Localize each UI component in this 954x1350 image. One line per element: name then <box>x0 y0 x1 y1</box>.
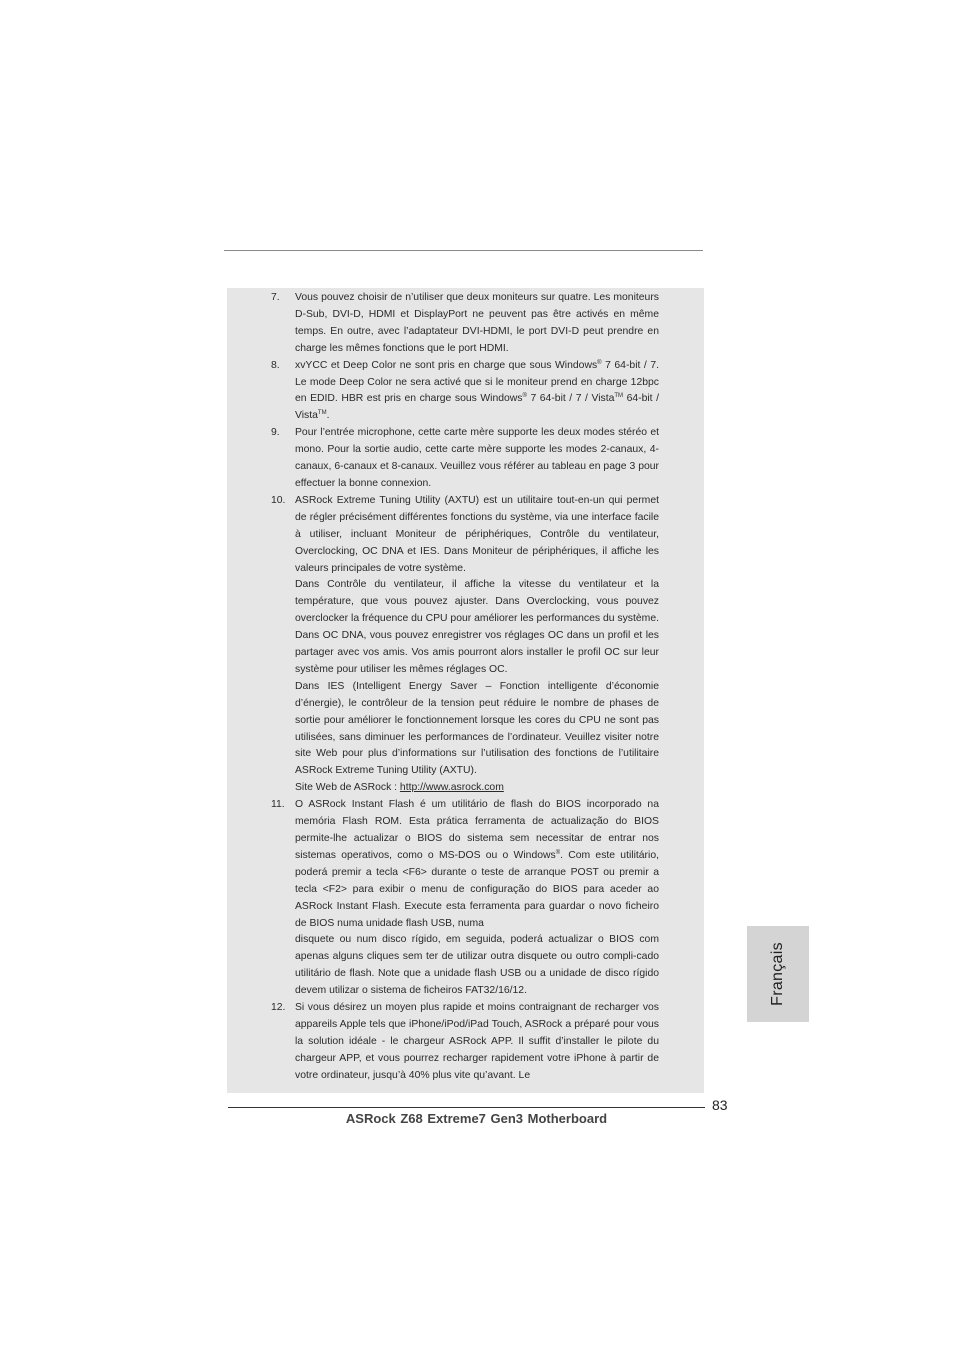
note-text: 7 64-bit / 7 / Vista <box>526 393 615 405</box>
note-paragraph <box>295 679 659 780</box>
note-text: Si vous désirez un moyen plus rapide et moins contraignant de recharger vos appareils Apple tels que iPhone/iPod/iPad Touch, ASRock a préparé pour vous la solution idéale - le chargeur ASRock APP. Il suffit d’installer le pilote du chargeur APP, et vous pourrez recharger rapidement votre iPhone à partir de votre ordinateur, jusqu’à 40% plus vite qu’avant. Le <box>295 1002 659 1081</box>
note-body <box>295 290 659 358</box>
website-link[interactable]: http://www.asrock.com <box>399 782 504 794</box>
trademark-mark: TM <box>614 393 624 400</box>
footer-title: ASRock Z68 Extreme7 Gen3 Motherboard <box>345 1111 608 1126</box>
note-paragraph <box>295 932 659 1000</box>
note-paragraph <box>295 1000 659 1085</box>
note-item <box>271 493 659 797</box>
page-number: 83 <box>712 1097 728 1113</box>
note-item <box>271 797 659 1000</box>
note-paragraph <box>295 290 659 358</box>
note-text: 64-bit / Vista <box>295 393 659 422</box>
note-paragraph <box>295 577 659 678</box>
note-number: 8. <box>271 359 280 371</box>
note-number: 9. <box>271 427 280 439</box>
note-text: Dans IES (Intelligent Energy Saver – Fonction intelligente d’économie d’énergie), le contrôleur de la tension peut réduire le nombre de phases de sortie pour améliorer le fonctionnement lorsque les cores du CPU ne sont pas utilisées, sans diminuer les performances de l’ordinateur. Veuillez visiter notre site Web pour plus d’informations sur l’utilisation des fonctions de l’utilitaire ASRock Extreme Tuning Utility (AXTU). <box>295 680 659 777</box>
note-paragraph <box>295 493 659 578</box>
note-text: Dans Contrôle du ventilateur, il affiche la vitesse du ventilateur et la température, que vous pouvez ajuster. Dans Overclocking, vous pouvez overclocker la fréquence du CPU pour améliorer les performances du système. Dans OC DNA, vous pouvez enregistrer vos réglages OC dans un profil et les partager avec vos amis. Vos amis pourront alors installer le profil OC sur leur système pour utiliser les mêmes réglages OC. <box>295 579 659 675</box>
note-text: Site Web de ASRock : <box>295 782 400 794</box>
note-paragraph <box>295 780 659 797</box>
note-item <box>271 358 659 426</box>
note-paragraph <box>295 425 659 493</box>
note-number: 10. <box>271 494 286 506</box>
header-rule <box>224 250 703 251</box>
notes-list <box>271 290 659 1085</box>
note-text: xvYCC et Deep Color ne sont pris en charge que sous Windows <box>295 359 598 371</box>
note-text: O ASRock Instant Flash é um utilitário de flash do BIOS incorporado na memória Flash ROM. Esta prática ferramenta de actualização do BIOS permite-lhe actualizar o BIOS do sistema sem necessitar de entrar nos sistemas operativos, como o MS-DOS ou o Windows <box>295 799 659 861</box>
note-number: 7. <box>271 292 280 303</box>
note-text: . <box>326 410 330 422</box>
note-body <box>295 493 659 797</box>
trademark-mark: ® <box>597 359 602 366</box>
note-text: ASRock Extreme Tuning Utility (AXTU) est un utilitaire tout-en-un qui permet de régler précisément différentes fonctions du système, via une interface facile à utiliser, incluant Moniteur de périphériques, Contrôle du ventilateur, Overclocking, OC DNA et IES. Dans Moniteur de périphériques, il affiche les valeurs principales de votre système. <box>295 494 659 574</box>
language-tab <box>747 926 809 1022</box>
note-text: disquete ou num disco rígido, em seguida, poderá actualizar o BIOS com apenas alguns cliques sem ter de utilizar outra disquete ou outro compli-cado utilitário de flash. Note que a unidade flash USB ou a unidade de disco rígido devem utilizar o sistema de ficheiros FAT32/16/12. <box>295 934 659 997</box>
note-item <box>271 1000 659 1085</box>
note-body <box>295 797 659 1000</box>
note-text: Pour l’entrée microphone, cette carte mère supporte les deux modes stéréo et mono. Pour la sortie audio, cette carte mère supporte les modes 2-canaux, 4-canaux, 6-canaux et 8-canaux. Veuillez vous référer au tableau en page 3 pour effectuer la bonne connexion. <box>295 427 659 489</box>
note-body <box>295 358 659 426</box>
note-item <box>271 290 659 358</box>
note-body <box>295 1000 659 1085</box>
trademark-mark: TM <box>317 410 327 417</box>
trademark-mark: ® <box>522 393 527 400</box>
note-paragraph <box>295 797 659 932</box>
note-body <box>295 425 659 493</box>
note-number: 11. <box>271 799 285 811</box>
trademark-mark: ® <box>555 849 561 856</box>
note-text: Vous pouvez choisir de n’utiliser que deux moniteurs sur quatre. Les moniteurs D-Sub, DVI-D, HDMI et DisplayPort ne peuvent pas être activés en même temps. En outre, avec l’adaptateur DVI-HDMI, le port DVI-D peut prendre en charge les mêmes fonctions que le port HDMI. <box>295 292 659 354</box>
footer-rule <box>228 1107 705 1108</box>
note-text: 7 64-bit / 7. Le mode Deep Color ne sera activé que si le moniteur prend en charge 12bpc en EDID. HBR est pris en charge sous Windows <box>295 359 660 405</box>
note-item <box>271 425 659 493</box>
note-text: . Com este utilitário, poderá premir a tecla <F6> durante o teste de arranque POST ou premir a tecla <F2> para exibir o menu de configuração do BIOS para aceder ao ASRock Instant Flash. Execute esta ferramenta para guardar o novo ficheiro de BIOS numa unidade flash USB, numa <box>295 849 659 929</box>
note-number: 12. <box>271 1002 286 1014</box>
note-paragraph <box>295 358 659 426</box>
language-tab-label: Français <box>769 942 786 1006</box>
